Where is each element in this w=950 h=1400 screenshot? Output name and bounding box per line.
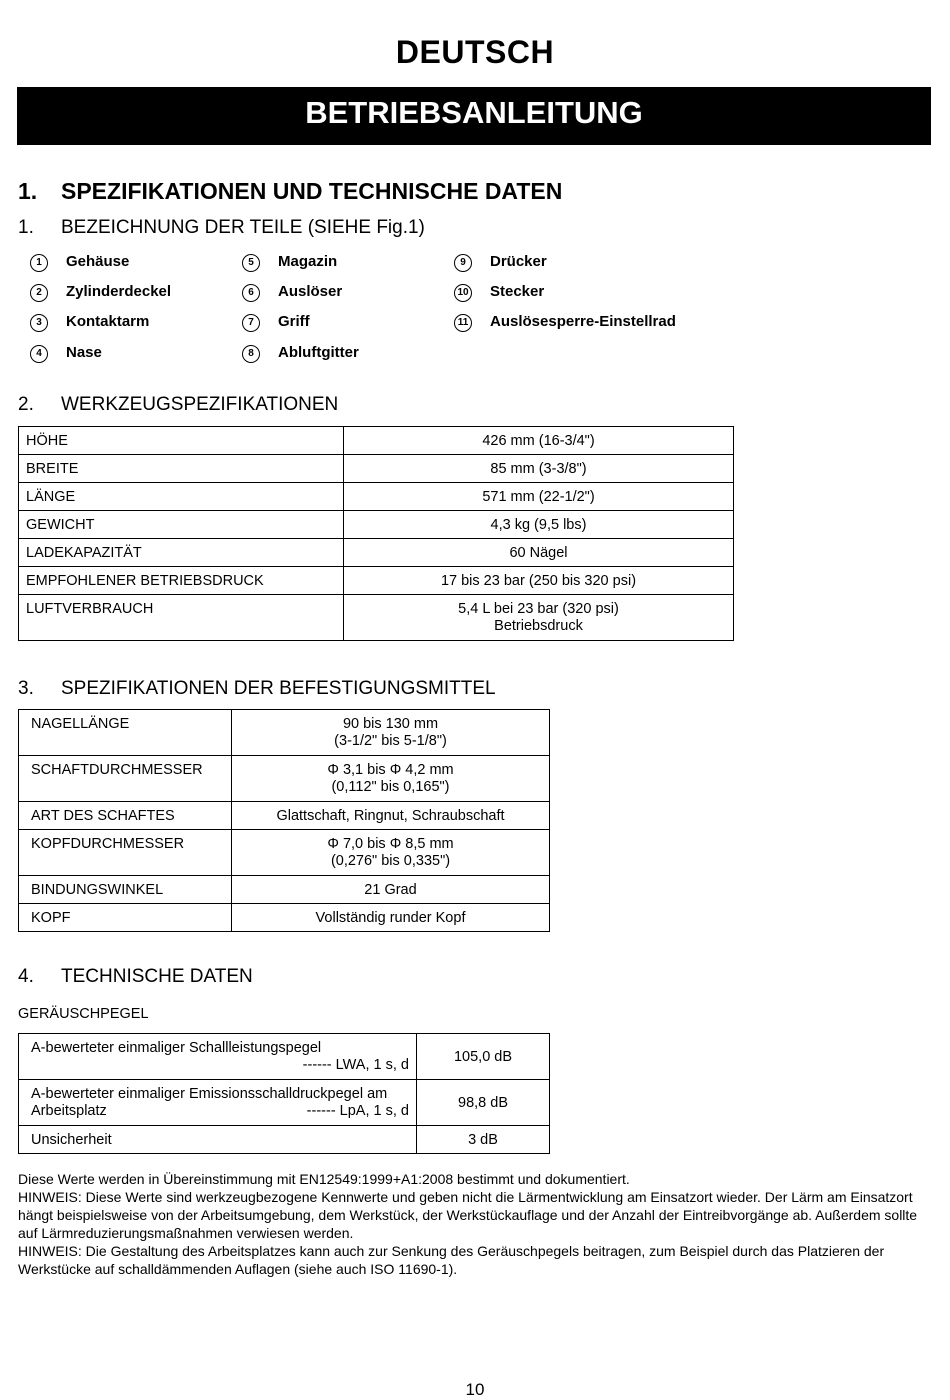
- table-row: [19, 1080, 550, 1126]
- main-section-heading: [18, 178, 562, 205]
- table-row: [19, 830, 550, 876]
- spec-value-line: (3-1/2" bis 5-1/8"): [334, 733, 447, 749]
- part-number-circle: 9: [454, 254, 472, 272]
- noise-value: 105,0 dB: [417, 1034, 550, 1080]
- part-number-circle: 10: [454, 284, 472, 302]
- table-row: [19, 1034, 550, 1080]
- part-item: [242, 344, 359, 363]
- notes-block: [18, 1170, 933, 1278]
- spec-value: 4,3 kg (9,5 lbs): [344, 511, 734, 539]
- spec-key: EMPFOHLENER BETRIEBSDRUCK: [19, 567, 344, 595]
- table-row: [19, 802, 550, 830]
- part-label: Kontaktarm: [66, 313, 150, 330]
- part-number-circle: 6: [242, 284, 260, 302]
- noise-table: [18, 1033, 550, 1154]
- spec-key: NAGELLÄNGE: [19, 710, 232, 756]
- note-paragraph: HINWEIS: Diese Werte sind werkzeugbezogene Kennwerte und geben nicht die Lärmentwicklung am Einsatzort wieder. Der Lärm am Einsatzort hängt beispielsweise von der Arbeitsumgebung, dem Werkstück, der Werkstückauflage und der Anzahl der Eintreibvorgänge ab. Außerdem sollte auf Lärmreduzierungsmaßnahmen verwiesen werden.: [18, 1189, 918, 1241]
- spec-value: 21 Grad: [232, 876, 550, 904]
- tool-spec-table: [18, 426, 734, 641]
- table-row: [19, 567, 734, 595]
- spec-value-line: 5,4 L bei 23 bar (320 psi): [458, 601, 619, 617]
- noise-key-line: A-bewerteter einmaliger Schallleistungspegel: [31, 1040, 322, 1056]
- noise-key-continued: Arbeitsplatz: [31, 1103, 107, 1119]
- table-row: [19, 595, 734, 641]
- spec-key: LUFTVERBRAUCH: [19, 595, 344, 641]
- part-number-circle: 8: [242, 345, 260, 363]
- part-item: [30, 283, 171, 302]
- part-number-circle: 11: [454, 314, 472, 332]
- spec-key: LÄNGE: [19, 483, 344, 511]
- title-banner: BETRIEBSANLEITUNG: [17, 87, 931, 145]
- noise-level-label: GERÄUSCHPEGEL: [18, 1006, 149, 1022]
- part-label: Stecker: [490, 283, 545, 300]
- part-label: Gehäuse: [66, 253, 130, 270]
- noise-key-line: A-bewerteter einmaliger Emissionsschalldruckpegel am: [31, 1086, 388, 1102]
- table-row: [19, 1126, 550, 1154]
- spec-value-line: (0,276" bis 0,335"): [330, 853, 451, 869]
- part-label: Nase: [66, 344, 102, 361]
- noise-key: [19, 1080, 417, 1126]
- spec-key: BINDUNGSWINKEL: [19, 876, 232, 904]
- part-item: [454, 253, 547, 272]
- noise-value: 98,8 dB: [417, 1080, 550, 1126]
- part-number-circle: 1: [30, 254, 48, 272]
- part-number-circle: 3: [30, 314, 48, 332]
- spec-value-line: (0,112" bis 0,165"): [331, 779, 450, 795]
- spec-value: [232, 830, 550, 876]
- spec-value: [232, 756, 550, 802]
- section-3-title: SPEZIFIKATIONEN DER BEFESTIGUNGSMITTEL: [61, 678, 496, 699]
- spec-value-line: Betriebsdruck: [494, 618, 583, 634]
- fastener-spec-table: [18, 709, 550, 932]
- spec-key: KOPF: [19, 904, 232, 932]
- table-row: [19, 483, 734, 511]
- section-1-number: 1.: [18, 217, 34, 238]
- part-number-circle: 2: [30, 284, 48, 302]
- part-label: Auslöser: [278, 283, 343, 300]
- part-number-circle: 4: [30, 345, 48, 363]
- table-row: [19, 710, 550, 756]
- noise-value: 3 dB: [417, 1126, 550, 1154]
- spec-value: 60 Nägel: [344, 539, 734, 567]
- spec-value-line: Φ 3,1 bis Φ 4,2 mm: [327, 762, 454, 778]
- part-item: [30, 253, 129, 272]
- spec-value: 85 mm (3-3/8"): [344, 455, 734, 483]
- main-section-number: 1.: [18, 178, 38, 204]
- part-label: Zylinderdeckel: [66, 283, 172, 300]
- table-row: [19, 904, 550, 932]
- noise-key: [19, 1034, 417, 1080]
- page-number: 10: [465, 1380, 485, 1399]
- noise-key: Unsicherheit: [19, 1126, 417, 1154]
- part-item: [30, 344, 102, 363]
- section-4-title: TECHNISCHE DATEN: [61, 966, 253, 987]
- note-paragraph: HINWEIS: Die Gestaltung des Arbeitsplatzes kann auch zur Senkung des Geräuschpegels beitragen, zum Beispiel durch das Platzieren der Werkstücke auf schalldämmenden Auflagen (siehe auch ISO 11690-1).: [18, 1243, 885, 1277]
- table-row: [19, 539, 734, 567]
- section-2-number: 2.: [18, 394, 34, 415]
- section-1-heading: [18, 217, 425, 239]
- table-row: [19, 876, 550, 904]
- language-heading: DEUTSCH: [395, 34, 555, 70]
- spec-value: 426 mm (16-3/4"): [344, 427, 734, 455]
- section-1-title: BEZEICHNUNG DER TEILE (SIEHE Fig.1): [61, 217, 425, 238]
- section-4-heading: [18, 966, 253, 988]
- spec-key: BREITE: [19, 455, 344, 483]
- section-3-heading: [18, 678, 496, 700]
- table-row: [19, 427, 734, 455]
- part-item: [242, 313, 310, 332]
- spec-key: LADEKAPAZITÄT: [19, 539, 344, 567]
- spec-key: ART DES SCHAFTES: [19, 802, 232, 830]
- noise-key-line: [31, 1103, 409, 1120]
- note-paragraph: Diese Werte werden in Übereinstimmung mit EN12549:1999+A1:2008 bestimmt und dokumentiert.: [18, 1171, 630, 1187]
- spec-value: 17 bis 23 bar (250 bis 320 psi): [344, 567, 734, 595]
- part-item: [454, 283, 544, 302]
- table-row: [19, 455, 734, 483]
- noise-key-measure: ------ LWA, 1 s, d: [302, 1057, 409, 1073]
- part-item: [242, 283, 342, 302]
- noise-key-measure: ------ LpA, 1 s, d: [306, 1103, 409, 1119]
- section-2-title: WERKZEUGSPEZIFIKATIONEN: [61, 394, 339, 415]
- spec-value: [232, 710, 550, 756]
- part-label: Griff: [278, 313, 310, 330]
- spec-value: Glattschaft, Ringnut, Schraubschaft: [232, 802, 550, 830]
- part-item: [454, 313, 676, 332]
- part-item: [242, 253, 337, 272]
- main-section-title: SPEZIFIKATIONEN UND TECHNISCHE DATEN: [61, 178, 563, 204]
- spec-value: [344, 595, 734, 641]
- spec-value-line: 90 bis 130 mm: [342, 716, 439, 732]
- section-3-number: 3.: [18, 678, 34, 699]
- part-label: Auslösesperre-Einstellrad: [490, 313, 676, 330]
- part-label: Magazin: [278, 253, 338, 270]
- part-number-circle: 7: [242, 314, 260, 332]
- spec-value: 571 mm (22-1/2"): [344, 483, 734, 511]
- part-number-circle: 5: [242, 254, 260, 272]
- table-row: [19, 756, 550, 802]
- spec-key: GEWICHT: [19, 511, 344, 539]
- section-2-heading: [18, 394, 338, 416]
- spec-value-line: Φ 7,0 bis Φ 8,5 mm: [327, 836, 454, 852]
- table-row: [19, 511, 734, 539]
- spec-key: SCHAFTDURCHMESSER: [19, 756, 232, 802]
- section-4-number: 4.: [18, 966, 34, 987]
- spec-key: HÖHE: [19, 427, 344, 455]
- spec-value: Vollständig runder Kopf: [232, 904, 550, 932]
- part-item: [30, 313, 149, 332]
- part-label: Abluftgitter: [278, 344, 359, 361]
- spec-key: KOPFDURCHMESSER: [19, 830, 232, 876]
- part-label: Drücker: [490, 253, 547, 270]
